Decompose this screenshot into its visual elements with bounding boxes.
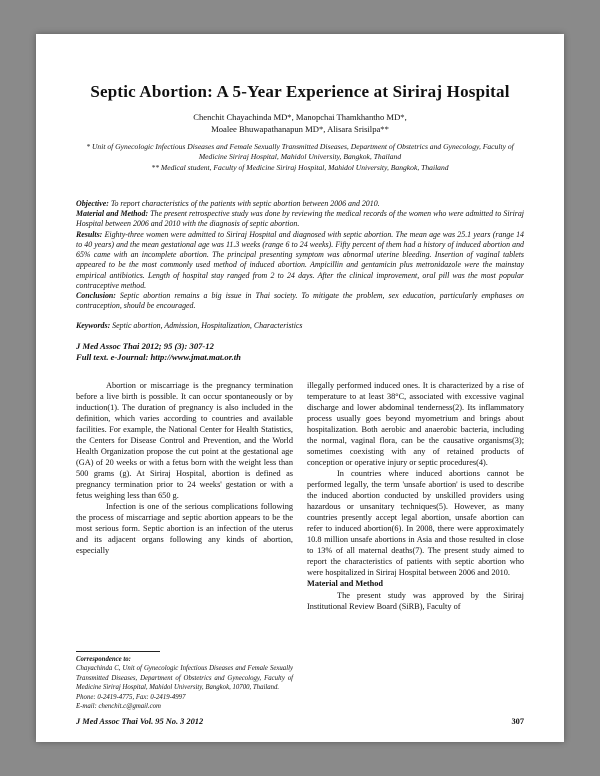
abstract-block (76, 199, 524, 312)
abstract-results-label: Results: (76, 229, 103, 239)
affiliations-block (76, 142, 524, 173)
paper-title: Septic Abortion: A 5-Year Experience at Siriraj Hospital (90, 82, 510, 101)
correspondence-email: E-mail: chenchit.c@gmail.com (76, 703, 161, 711)
abstract-objective-text: To report characteristics of the patients with septic abortion between 2006 and 2010. (108, 198, 380, 208)
keywords-text: Septic abortion, Admission, Hospitalization, Characteristics (110, 320, 303, 330)
paper-page (36, 34, 564, 742)
abstract-results-text: Eighty-three women were admitted to Siriraj Hospital and diagnosed with septic abortion. The mean age was 25.1 years (range 14 to 40 years) and the mean gestational age was 11.3 weeks (range 6 to 24 weeks). Fifty percent of them had a history of induced abortion and 65% came with an incomplete abortion. The principal presenting symptom was abnormal uterine bleeding. Insertion of vaginal tablets appeared to be the most commonly used method of induced abortion. Ampicillin and gentamicin plus metronidazole were the mainstay empirical antibiotics. Length of hospital stay ranged from 2 to 24 days. After the clinical improvement, oral pill was the most popular contraceptive method. (76, 229, 524, 290)
abstract-conclusion-text: Septic abortion remains a big issue in Thai society. To mitigate the problem, sex education, particularly emphases on contraception, should be encouraged. (76, 291, 524, 311)
authors-block (76, 111, 524, 135)
abstract-results (76, 230, 524, 292)
keywords-line (76, 321, 524, 330)
correspondence-phone: Phone: 0-2419-4775, Fax: 0-2419-4997 (76, 693, 186, 701)
section-heading-material-method: Material and Method (307, 579, 384, 589)
footer-page-number: 307 (511, 717, 524, 726)
fulltext-url: Full text. e-Journal: http://www.jmat.mat.or.th (76, 352, 241, 363)
footnote-divider (76, 651, 160, 652)
abstract-objective (76, 199, 524, 209)
body-paragraph: illegally performed induced ones. It is characterized by a rise of temperature to at least 38°C, associated with excessive vaginal discharge and lower abdominal tenderness(2). Its inflammatory process usually goes beyond myometrium and brings about hospitalization. Both aerobic and anaerobic bacteria, including the normal, vaginal flora, can be the causative organisms(3); sometimes coexisting with any of retained products of conception or operative injury or septic procedures(4). (307, 380, 524, 468)
abstract-conclusion-label: Conclusion: (76, 291, 116, 301)
correspondence-label: Correspondence to: (76, 655, 131, 663)
abstract-conclusion (76, 291, 524, 312)
abstract-method (76, 209, 524, 230)
citation-block (76, 341, 524, 364)
body-paragraph: Infection is one of the serious complications following the process of miscarriage and septic abortion appears to be the most serious form. Septic abortion is an infection of the uterus and its adjacent organs following any kinds of abortion, especially (76, 502, 293, 556)
affiliation-2: ** Medical student, Faculty of Medicine Siriraj Hospital, Mahidol University, Bangkok, Thailand (151, 162, 449, 172)
correspondence-address: Chayachinda C, Unit of Gynecologic Infectious Diseases and Female Sexually Transmitted Diseases, Department of Obstetrics and Gynecology, Faculty of Medicine Siriraj Hospital, Mahidol University, Bangkok, 10700, Thailand. (76, 665, 293, 692)
keywords-label: Keywords: (76, 320, 111, 330)
abstract-objective-label: Objective: (76, 198, 109, 208)
page-footer (76, 717, 524, 726)
left-column (76, 380, 293, 712)
body-paragraph: Abortion or miscarriage is the pregnancy termination before a live birth is possible. It can occur spontaneously or by induction(1). The duration of pregnancy is also included in the definition, which varies according to countries and available facilities. For example, the National Center for Health Statistics, the Centers for Disease Control and Prevention, and the World Health Organization propose the cut point at the gestational age (GA) of 20 weeks or with a fetus born with the weight less than 500 grams (g). At Siriraj Hospital, abortion is defined as pregnancy termination prior to 24 weeks' gestation or with a fetus weighing less than 650 g. (76, 380, 293, 501)
body-paragraph: In countries where induced abortions cannot be performed legally, the term 'unsafe abortion' is used to describe the induced abortion conducted by unskilled providers using hazardous or unsanitary techniques(5). However, as many countries presently accept legal abortion, unsafe abortion can refer to induced abortion(6). In 2008, there were approximately 10.8 million unsafe abortions in Asia and those resulted in close to 13% of all maternal deaths(7). The present study aimed to report the characteristics of patients with septic abortion who were hospitalized in Siriraj Hospital between 2006 and 2010. (307, 469, 524, 578)
body-paragraph: The present study was approved by the Siriraj Institutional Review Board (SiRB), Faculty of (307, 590, 524, 611)
abstract-method-label: Material and Method: (76, 209, 149, 219)
right-column (307, 380, 524, 712)
affiliation-1: * Unit of Gynecologic Infectious Diseases and Female Sexually Transmitted Diseases, Department of Obstetrics and Gynecology, Faculty of Medicine Siriraj Hospital, Mahidol University, Bangkok, Thailand (86, 142, 514, 162)
authors-line-2: Moalee Bhuwapathanapun MD*, Alisara Srisilpa** (211, 124, 389, 135)
body-columns (76, 380, 524, 712)
journal-citation: J Med Assoc Thai 2012; 95 (3): 307-12 (76, 340, 214, 351)
authors-line-1: Chenchit Chayachinda MD*, Manopchai Thamkhantho MD*, (193, 112, 407, 122)
correspondence-footnote (76, 651, 293, 712)
abstract-method-text: The present retrospective study was done by reviewing the medical records of the women who were admitted to Siriraj Hospital between 2006 and 2010 with the diagnosis of septic abortion. (76, 209, 524, 229)
footer-journal-info: J Med Assoc Thai Vol. 95 No. 3 2012 (76, 717, 204, 726)
